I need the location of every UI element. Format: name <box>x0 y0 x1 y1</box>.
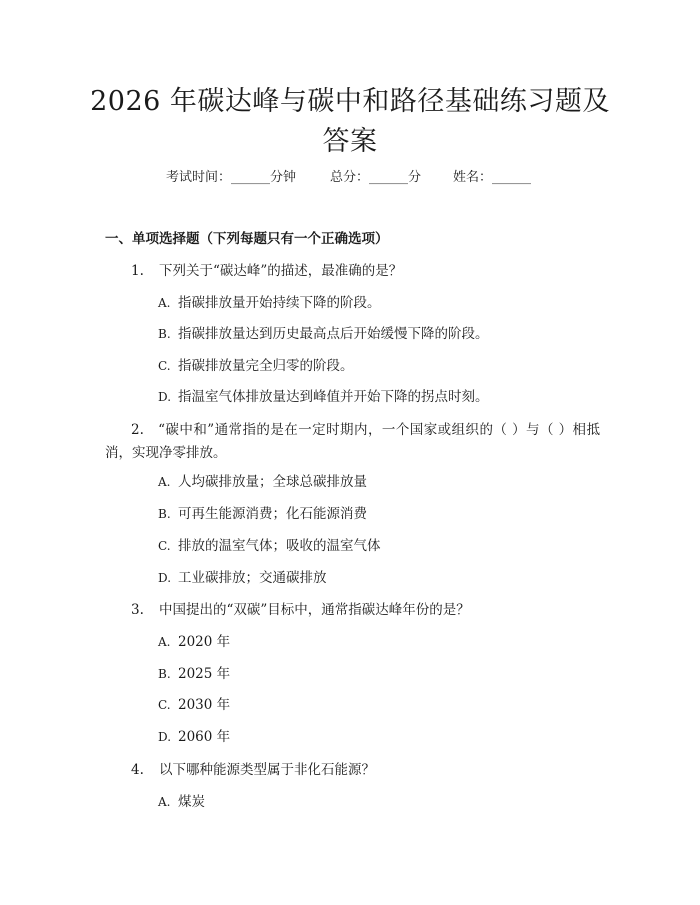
option-3d <box>158 727 230 747</box>
question-number: 2. <box>131 422 144 438</box>
section-heading: 一、单项选择题（下列每题只有一个正确选项） <box>105 231 389 247</box>
total-score-label: 总分：______分 <box>330 170 422 185</box>
option-text: 工业碳排放；交通碳排放 <box>178 570 327 586</box>
option-2b <box>158 504 367 524</box>
option-text: 2020 年 <box>178 634 231 650</box>
option-4a <box>158 792 205 812</box>
option-text: 指温室气体排放量达到峰值并开始下降的拐点时刻。 <box>178 389 489 405</box>
option-1b <box>158 324 489 344</box>
question-2 <box>105 419 600 465</box>
option-3a <box>158 632 230 652</box>
option-text: 指碳排放量开始持续下降的阶段。 <box>178 295 381 311</box>
option-2a <box>158 472 367 492</box>
option-letter: C. <box>158 698 171 712</box>
option-text: 人均碳排放量；全球总碳排放量 <box>178 474 367 490</box>
option-letter: D. <box>158 390 172 404</box>
option-letter: C. <box>158 539 171 553</box>
option-letter: D. <box>158 571 172 585</box>
option-letter: A. <box>158 795 171 809</box>
question-text: 以下哪种能源类型属于非化石能源？ <box>159 762 375 778</box>
question-text: “碳中和”通常指的是在一定时期内，一个国家或组织的（ ）与（ ）相抵消，实现净零排放。 <box>105 422 601 461</box>
option-letter: B. <box>158 667 171 681</box>
option-letter: B. <box>158 327 171 341</box>
option-text: 指碳排放量达到历史最高点后开始缓慢下降的阶段。 <box>178 326 489 342</box>
option-text: 2060 年 <box>178 729 231 745</box>
name-label: 姓名：______ <box>453 170 532 185</box>
question-text: 下列关于“碳达峰”的描述，最准确的是？ <box>159 263 403 279</box>
option-text: 2030 年 <box>178 697 231 713</box>
option-2d <box>158 568 327 588</box>
exam-time-label: 考试时间：______分钟 <box>166 170 297 185</box>
option-1a <box>158 293 381 313</box>
question-number: 3. <box>131 602 144 618</box>
page-title: 2026 年碳达峰与碳中和路径基础练习题及答案 <box>90 86 610 157</box>
option-letter: A. <box>158 475 171 489</box>
question-number: 1. <box>131 263 144 279</box>
option-text: 2025 年 <box>178 666 231 682</box>
option-letter: D. <box>158 730 172 744</box>
option-text: 可再生能源消费；化石能源消费 <box>178 506 367 522</box>
option-1d <box>158 387 489 407</box>
option-text: 排放的温室气体；吸收的温室气体 <box>178 538 381 554</box>
option-letter: B. <box>158 507 171 521</box>
option-2c <box>158 536 381 556</box>
question-number: 4. <box>131 762 144 778</box>
question-text: 中国提出的“双碳”目标中，通常指碳达峰年份的是？ <box>159 602 470 618</box>
option-letter: A. <box>158 635 171 649</box>
option-text: 煤炭 <box>178 794 205 810</box>
option-letter: C. <box>158 359 171 373</box>
option-3c <box>158 695 230 715</box>
option-text: 指碳排放量完全归零的阶段。 <box>178 358 354 374</box>
option-letter: A. <box>158 296 171 310</box>
option-1c <box>158 356 354 376</box>
option-3b <box>158 664 230 684</box>
